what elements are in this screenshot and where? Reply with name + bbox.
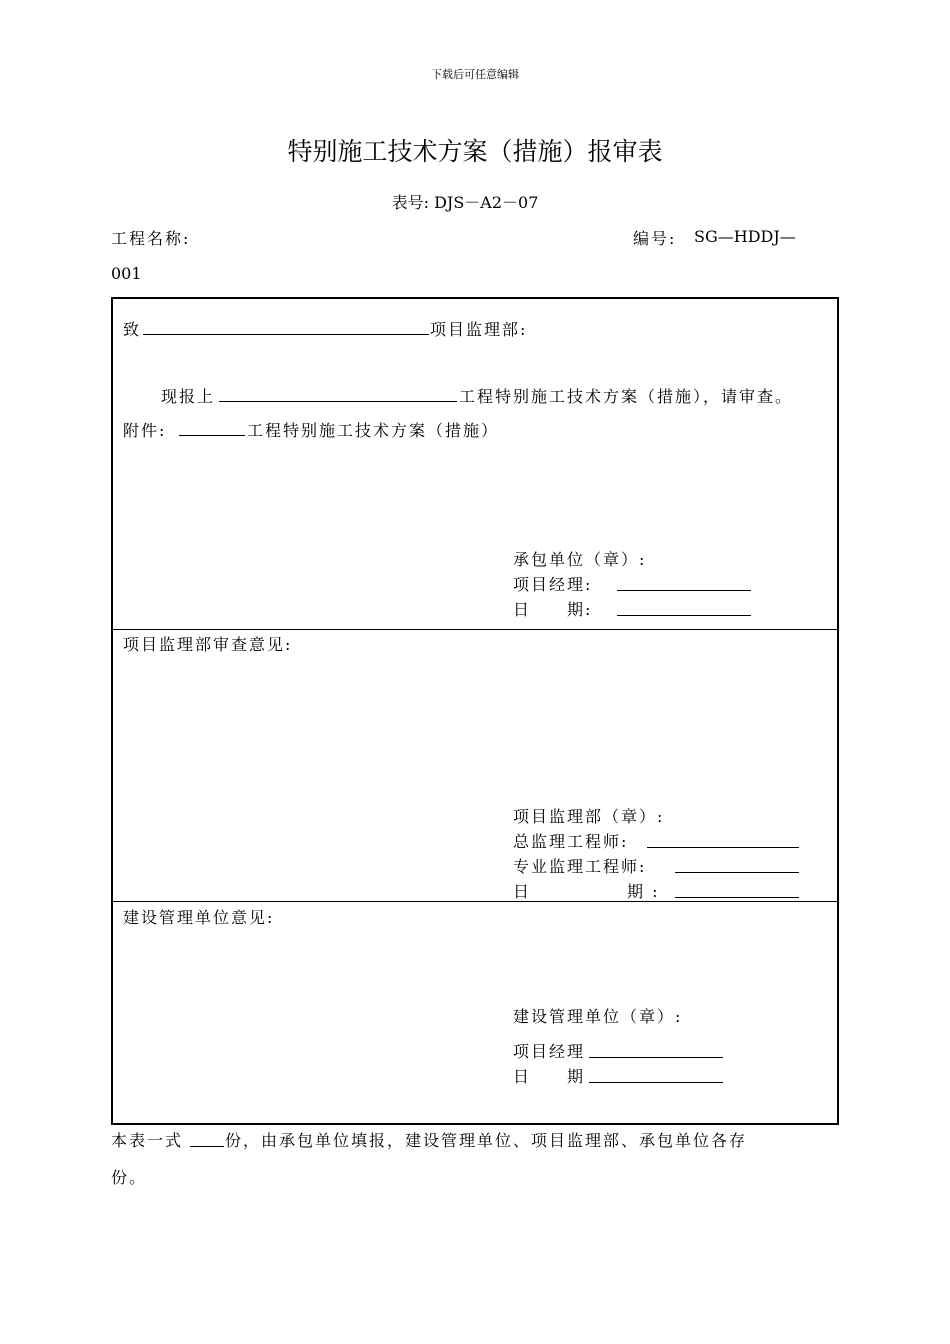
report-blank-line[interactable]: [219, 401, 457, 402]
owner-opinion-heading: 建设管理单位意见:: [123, 908, 275, 927]
supervisor-opinion-heading: 项目监理部审查意见:: [123, 635, 293, 654]
header-note: 下载后可任意编辑: [431, 68, 519, 81]
date-line[interactable]: [617, 615, 751, 616]
specialist-engineer-line[interactable]: [675, 872, 799, 873]
section-divider: [113, 901, 837, 902]
to-prefix: 致: [123, 320, 142, 339]
manager-signature-line[interactable]: [617, 590, 751, 591]
to-blank-line[interactable]: [143, 334, 429, 335]
copies-blank-line[interactable]: [190, 1146, 224, 1147]
attach-blank-line[interactable]: [179, 435, 245, 436]
footer-prefix: 本表一式: [111, 1131, 184, 1150]
supervisor-dept-label: 项目监理部（章）:: [513, 807, 665, 826]
owner-manager-line[interactable]: [589, 1057, 723, 1058]
owner-manager-label: 项目经理: [513, 1042, 586, 1061]
attach-prefix: 附件:: [123, 421, 167, 440]
form-code: 表号: DJS－A2－07: [391, 193, 539, 212]
form-title: 特别施工技术方案（措施）报审表: [287, 137, 663, 166]
section-divider: [113, 629, 837, 630]
attach-suffix: 工程特别施工技术方案（措施）: [247, 421, 500, 440]
number-value-cont: 001: [111, 264, 142, 283]
footer-line2: 份。: [111, 1168, 148, 1187]
date-label-b: 期 :: [627, 882, 660, 901]
number-label: 编号:: [633, 229, 677, 248]
report-suffix: 工程特别施工技术方案（措施），请审查。: [459, 387, 794, 406]
contractor-label: 承包单位（章）:: [513, 550, 647, 569]
specialist-engineer-label: 专业监理工程师:: [513, 857, 647, 876]
project-name-label: 工程名称:: [111, 229, 191, 248]
chief-engineer-label: 总监理工程师:: [513, 832, 629, 851]
owner-date-line[interactable]: [589, 1082, 723, 1083]
manager-label: 项目经理:: [513, 575, 593, 594]
date-label: 日 期:: [513, 600, 593, 619]
owner-date-label: 日 期: [513, 1067, 586, 1086]
number-value: SG—HDDJ—: [694, 227, 796, 246]
footer-suffix: 份，由承包单位填报，建设管理单位、项目监理部、承包单位各存: [225, 1131, 748, 1150]
date-label-a: 日: [513, 882, 532, 901]
chief-engineer-line[interactable]: [647, 847, 799, 848]
owner-unit-label: 建设管理单位（章）:: [513, 1007, 683, 1026]
supervisor-date-line[interactable]: [675, 897, 799, 898]
report-prefix: 现报上: [161, 387, 216, 406]
to-suffix: 项目监理部:: [430, 320, 528, 339]
form-table: [111, 297, 839, 1125]
